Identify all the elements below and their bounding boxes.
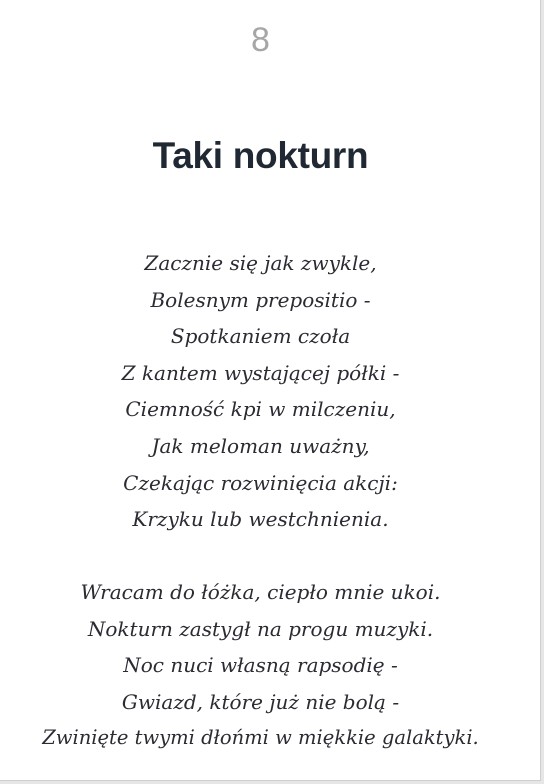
verse-line: Ciemność kpi w milczeniu, — [125, 397, 396, 422]
verse-line: Noc nuci własną rapsodię - — [123, 653, 398, 678]
verse-line: Zwinięte twymi dłońmi w miękkie galaktyki. — [42, 726, 479, 750]
verse-line: Jak meloman uważny, — [151, 433, 370, 458]
verse-line: Bolesnym prepositio - — [150, 287, 371, 312]
verse-line: Gwiazd, które już nie bolą - — [121, 689, 400, 714]
stanza-2 — [0, 574, 521, 757]
verse-line: Spotkaniem czoła — [170, 324, 351, 349]
verse-line: Wracam do łóżka, ciepło mnie ukoi. — [80, 580, 441, 604]
verse-line: Zacznie się jak zwykle, — [144, 251, 377, 275]
stanza-1 — [0, 245, 521, 538]
page-number: 8 — [251, 21, 270, 59]
verse-line: Czekając rozwinięcia akcji: — [123, 470, 398, 495]
poem-title: Taki nokturn — [152, 135, 369, 176]
verse-line: Krzyku lub westchnienia. — [132, 507, 389, 532]
verse-line: Z kantem wystającej półki - — [121, 360, 400, 385]
verse-line: Nokturn zastygł na progu muzyki. — [87, 616, 434, 641]
